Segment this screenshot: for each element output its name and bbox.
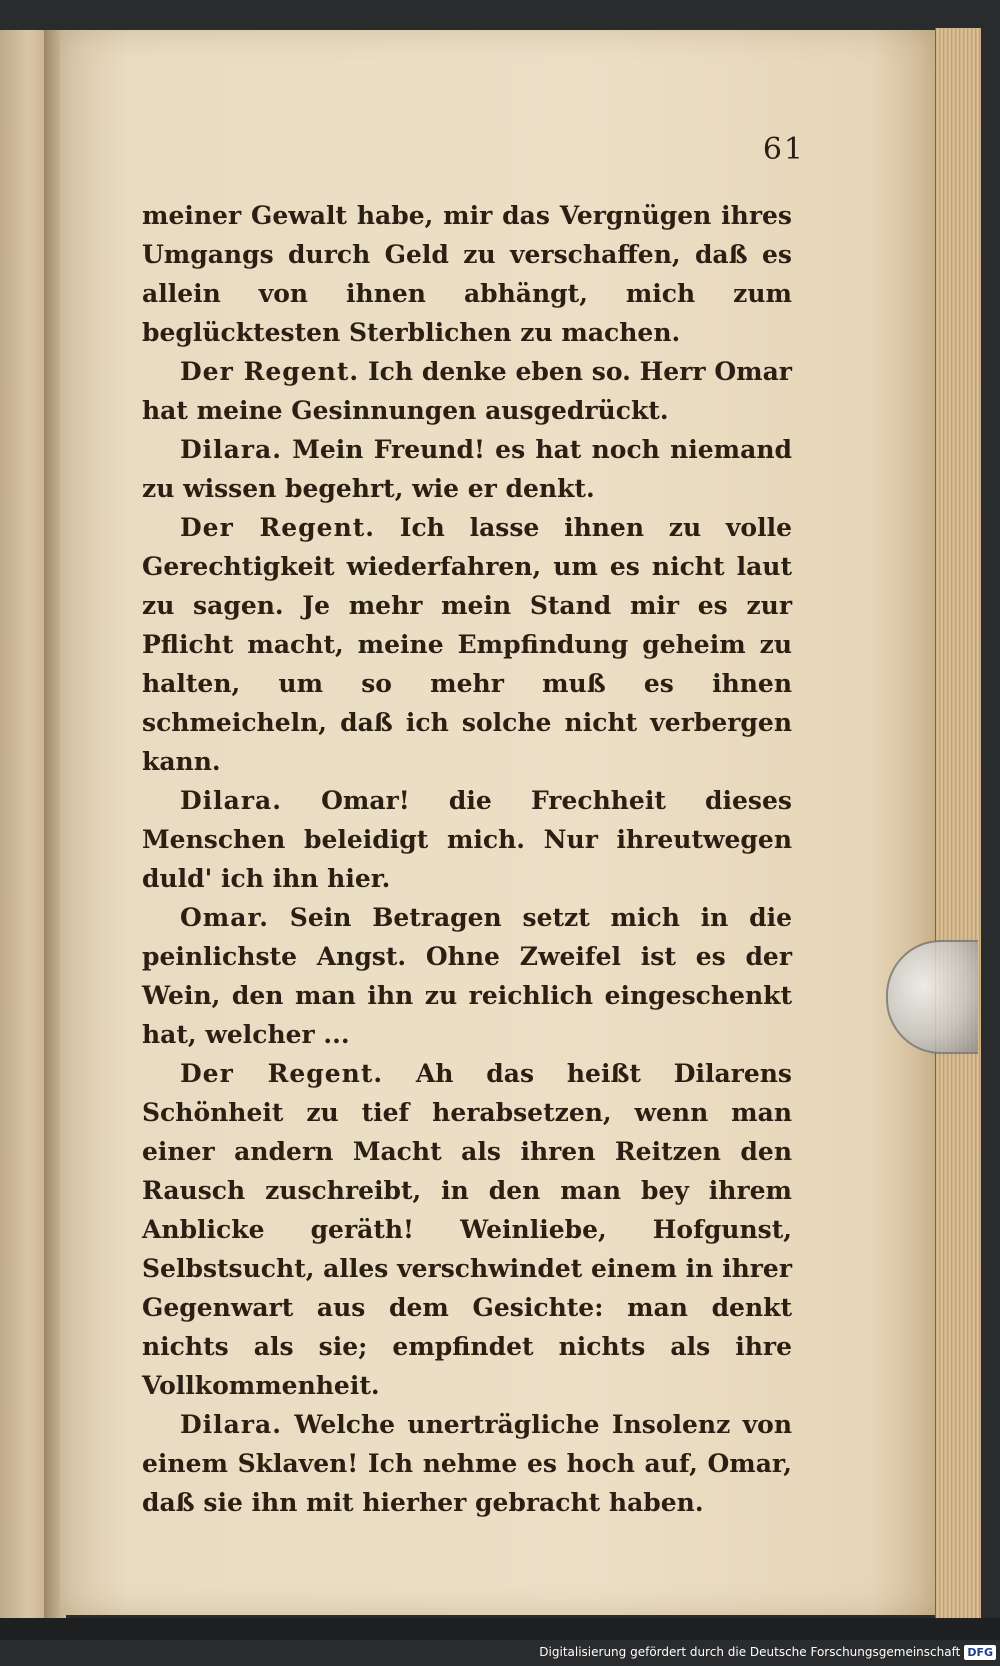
paragraph (142, 196, 792, 352)
paragraph (142, 1405, 792, 1522)
dfg-logo: DFG (964, 1645, 996, 1660)
paragraph (142, 352, 792, 430)
speaker-name: Der Regent. (180, 1059, 384, 1088)
speaker-name: Dilara. (180, 786, 282, 815)
paragraph-text: Ich lasse ihnen zu volle Gerechtigkeit wiederfahren, um es nicht laut zu sagen. Je mehr mein Stand mir es zur Pflicht macht, meine Empfindung geheim zu halten, um so mehr muß es ihnen schmeicheln, daß ich solche nicht verbergen kann. (142, 513, 792, 776)
paragraph (142, 781, 792, 898)
paragraph-text: meiner Gewalt habe, mir das Vergnügen ihres Umgangs durch Geld zu verschaffen, daß es allein von ihnen abhängt, mich zum beglücktesten Sterblichen zu machen. (142, 201, 792, 347)
digitization-credit (539, 1642, 996, 1662)
speaker-name: Omar. (180, 903, 270, 932)
page-number: 61 (762, 132, 805, 167)
paragraph (142, 430, 792, 508)
credit-text: Digitalisierung gefördert durch die Deutsche Forschungsgemeinschaft (539, 1645, 961, 1659)
paragraph-text: Ah das heißt Dilarens Schönheit zu tief herabsetzen, wenn man einer andern Macht als ihren Reitzen den Rausch zuschreibt, in den man bey ihrem Anblicke geräth! Weinliebe, Hofgunst, Selbstsucht, alles verschwindet einem in ihrer Gegenwart aus dem Gesichte: man denkt nichts als sie; empfindet nichts als ihre Vollkommenheit. (142, 1059, 792, 1400)
previous-page-edge (0, 30, 50, 1620)
paragraph-text: Welche unerträgliche Insolenz von einem Sklaven! Ich nehme es hoch auf, Omar, daß sie ihn mit hierher gebracht haben. (142, 1410, 792, 1517)
paragraph-text: Sein Betragen setzt mich in die peinlichste Angst. Ohne Zweifel ist es der Wein, den man ihn zu reichlich eingeschenkt hat, welcher ... (142, 903, 792, 1049)
paragraph (142, 508, 792, 781)
page-stack-edge (935, 28, 981, 1620)
scan-bottom-border (0, 1618, 1000, 1640)
speaker-name: Dilara. (180, 435, 282, 464)
speaker-name: Der Regent. (180, 357, 360, 386)
page-text (142, 196, 792, 1522)
speaker-name: Dilara. (180, 1410, 282, 1439)
paragraph-text: Mein Freund! es hat noch niemand zu wissen begehrt, wie er denkt. (142, 435, 792, 503)
paragraph-text: Ich denke eben so. Herr Omar hat meine Gesinnungen ausgedrückt. (142, 357, 792, 425)
paragraph (142, 898, 792, 1054)
paragraph-text: Omar! die Frechheit dieses Menschen beleidigt mich. Nur ihreutwegen duld' ich ihn hier. (142, 786, 792, 893)
speaker-name: Der Regent. (180, 513, 375, 542)
paragraph (142, 1054, 792, 1405)
